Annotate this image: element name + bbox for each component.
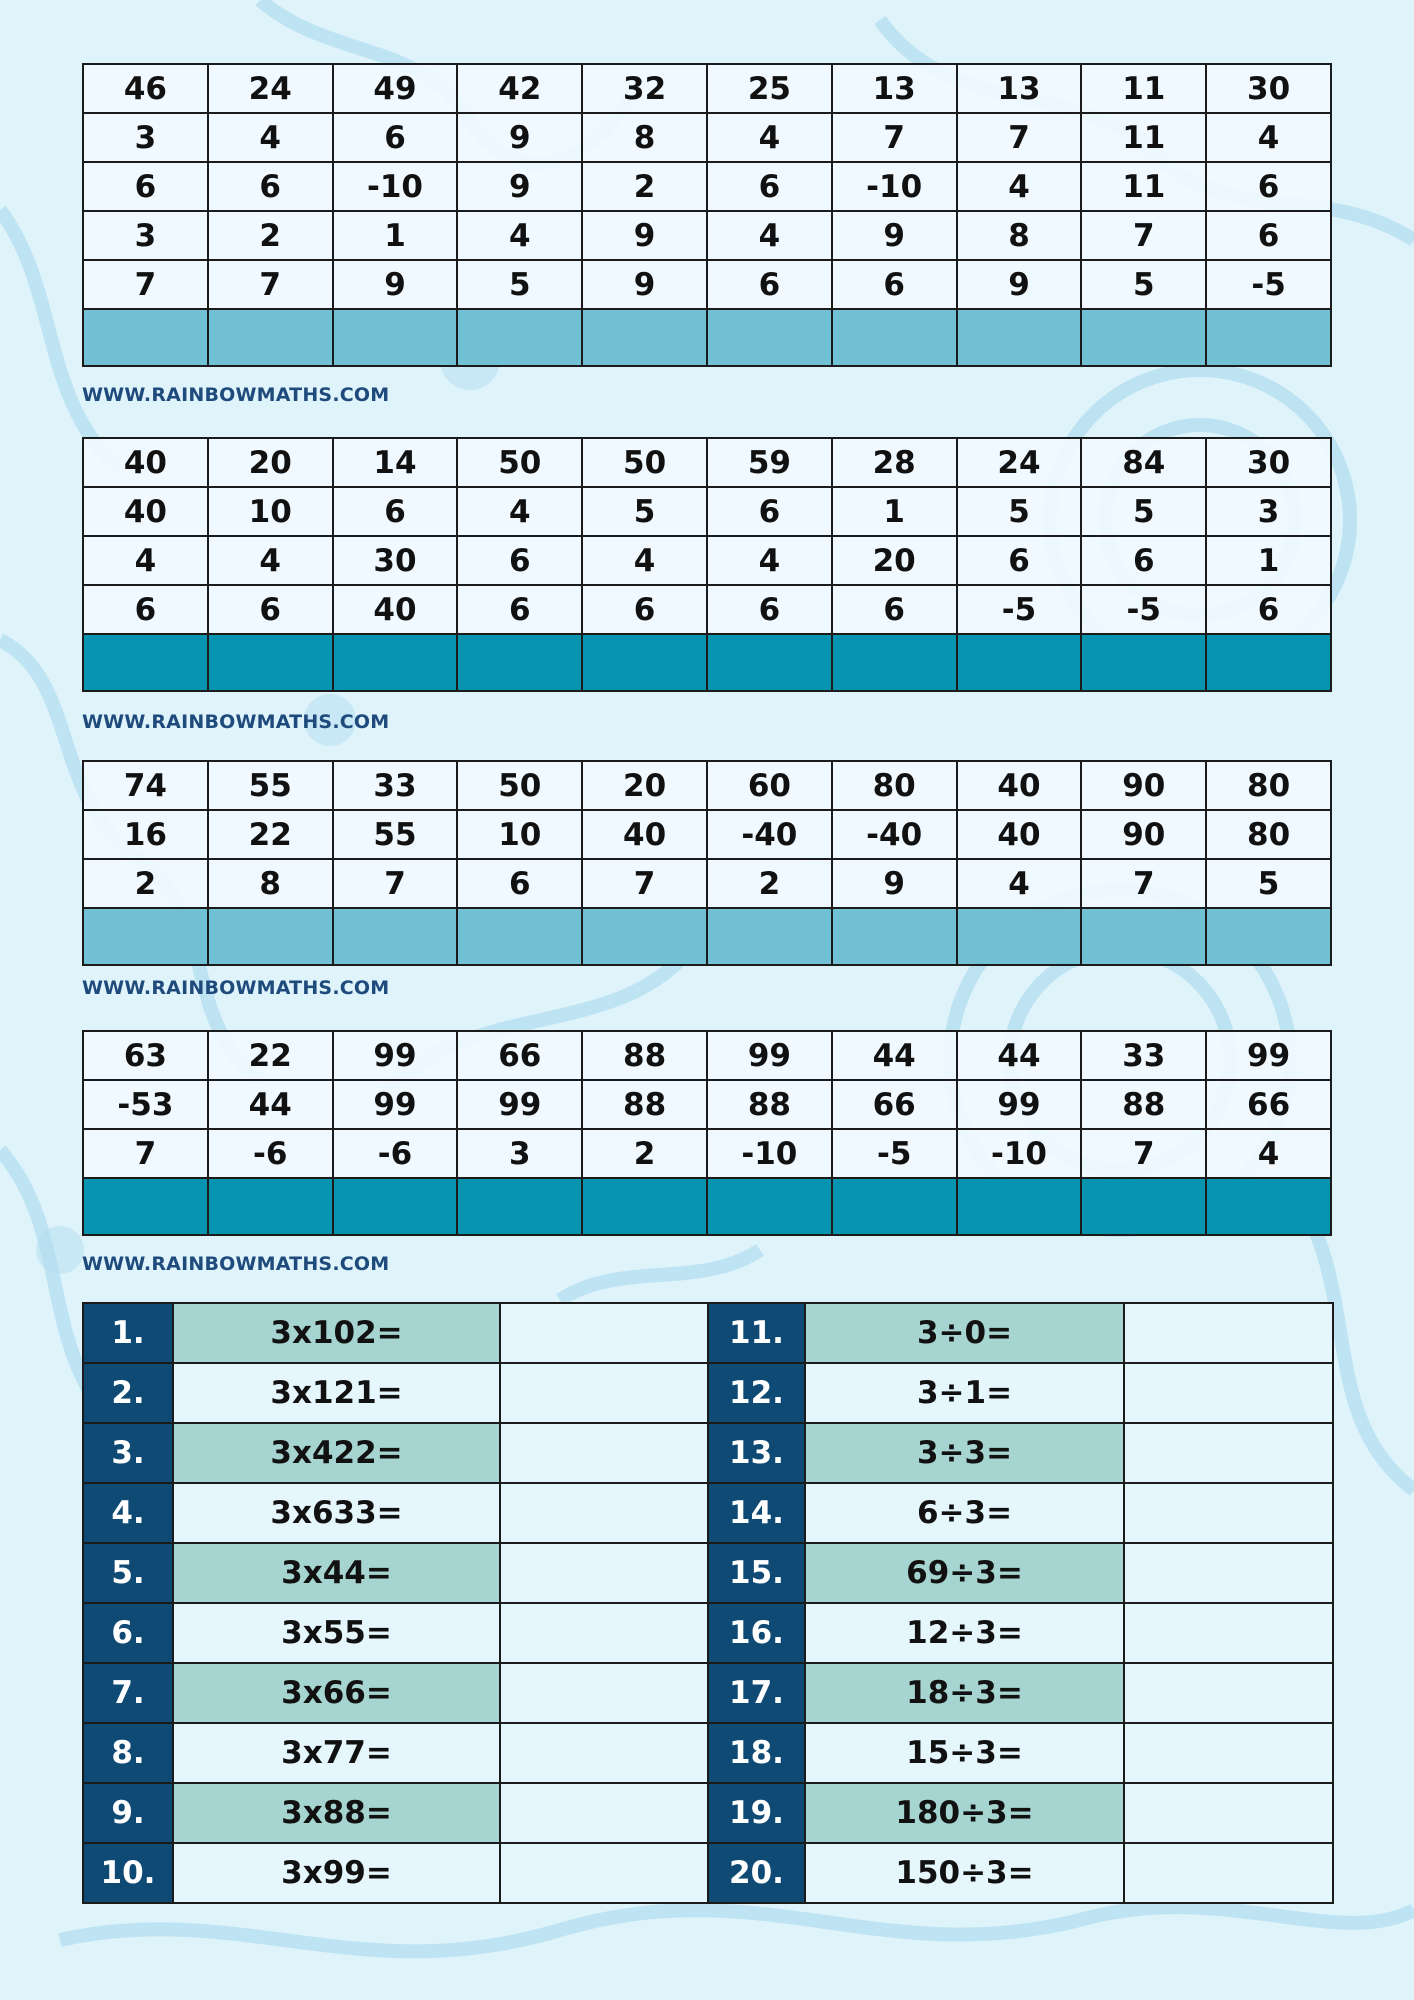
problem-number: 7. (83, 1663, 173, 1723)
grid-cell: 3 (83, 211, 208, 260)
grid-cell: -40 (707, 810, 832, 859)
problem-row (83, 1723, 1333, 1783)
problem-question: 6÷3= (805, 1483, 1124, 1543)
grid-cell: 9 (832, 859, 957, 908)
grid-cell: 11 (1081, 64, 1206, 113)
problem-number: 13. (708, 1423, 805, 1483)
problem-question: 18÷3= (805, 1663, 1124, 1723)
problem-number: 18. (708, 1723, 805, 1783)
grid-cell: 9 (582, 211, 707, 260)
grid-row (83, 1080, 1331, 1129)
problem-number: 15. (708, 1543, 805, 1603)
grid-cell: 9 (582, 260, 707, 309)
answer-row (83, 634, 1331, 691)
answer-cell[interactable] (83, 1178, 208, 1235)
grid-cell: 60 (707, 761, 832, 810)
grid-cell: 22 (208, 810, 333, 859)
grid-cell: 66 (832, 1080, 957, 1129)
website-label: WWW.RAINBOWMATHS.COM (82, 977, 390, 999)
answer-row (83, 1178, 1331, 1235)
answer-box[interactable] (1124, 1603, 1333, 1663)
grid-cell: 1 (333, 211, 458, 260)
grid-cell: 13 (832, 64, 957, 113)
grid-cell: 80 (1206, 761, 1331, 810)
problems-table (82, 1302, 1334, 1904)
problem-question: 3x422= (173, 1423, 500, 1483)
answer-cell[interactable] (457, 908, 582, 965)
grid-cell: -5 (1206, 260, 1331, 309)
grid-row (83, 211, 1331, 260)
grid-cell: -6 (208, 1129, 333, 1178)
grid-cell: 6 (707, 260, 832, 309)
answer-cell[interactable] (1206, 634, 1331, 691)
answer-cell[interactable] (832, 908, 957, 965)
grid-cell: 2 (83, 859, 208, 908)
grid-cell: 6 (832, 260, 957, 309)
problem-number: 20. (708, 1843, 805, 1903)
grid-cell: 9 (457, 162, 582, 211)
grid-cell: 74 (83, 761, 208, 810)
grid-cell: 90 (1081, 810, 1206, 859)
grid-cell: 8 (957, 211, 1082, 260)
grid-cell: 2 (582, 1129, 707, 1178)
grid-cell: 99 (707, 1031, 832, 1080)
grid-cell: 30 (1206, 438, 1331, 487)
problem-number: 10. (83, 1843, 173, 1903)
problem-number: 2. (83, 1363, 173, 1423)
problem-number: 3. (83, 1423, 173, 1483)
grid-cell: 5 (1206, 859, 1331, 908)
problem-question: 3x121= (173, 1363, 500, 1423)
answer-cell[interactable] (1206, 309, 1331, 366)
grid-cell: 44 (208, 1080, 333, 1129)
grid-cell: 55 (333, 810, 458, 859)
answer-cell[interactable] (457, 1178, 582, 1235)
answer-cell[interactable] (208, 908, 333, 965)
answer-cell[interactable] (707, 309, 832, 366)
grid-cell: 6 (1206, 211, 1331, 260)
grid-cell: 9 (957, 260, 1082, 309)
grid-cell: 88 (582, 1080, 707, 1129)
problem-question: 180÷3= (805, 1783, 1124, 1843)
answer-box[interactable] (500, 1783, 708, 1843)
grid-row (83, 64, 1331, 113)
problem-number: 9. (83, 1783, 173, 1843)
problem-question: 3÷3= (805, 1423, 1124, 1483)
problem-row (83, 1303, 1333, 1363)
number-grid-4 (82, 1030, 1332, 1236)
grid-cell: 20 (208, 438, 333, 487)
grid-cell: 6 (832, 585, 957, 634)
grid-cell: 4 (83, 536, 208, 585)
answer-cell[interactable] (832, 634, 957, 691)
answer-cell[interactable] (582, 908, 707, 965)
grid-cell: 16 (83, 810, 208, 859)
answer-box[interactable] (1124, 1783, 1333, 1843)
grid-cell: 30 (1206, 64, 1331, 113)
grid-cell: 11 (1081, 162, 1206, 211)
answer-cell[interactable] (582, 1178, 707, 1235)
answer-cell[interactable] (1206, 1178, 1331, 1235)
answer-cell[interactable] (707, 634, 832, 691)
grid-row (83, 536, 1331, 585)
answer-row (83, 309, 1331, 366)
grid-cell: 24 (957, 438, 1082, 487)
answer-box[interactable] (500, 1543, 708, 1603)
answer-cell[interactable] (333, 1178, 458, 1235)
problem-number: 6. (83, 1603, 173, 1663)
problem-row (83, 1663, 1333, 1723)
grid-cell: -5 (957, 585, 1082, 634)
answer-cell[interactable] (582, 309, 707, 366)
grid-cell: 40 (957, 761, 1082, 810)
grid-cell: 66 (457, 1031, 582, 1080)
grid-cell: 1 (1206, 536, 1331, 585)
problem-number: 4. (83, 1483, 173, 1543)
grid-cell: 7 (208, 260, 333, 309)
grid-cell: 7 (83, 1129, 208, 1178)
grid-cell: 20 (582, 761, 707, 810)
problem-question: 69÷3= (805, 1543, 1124, 1603)
answer-box[interactable] (500, 1603, 708, 1663)
answer-cell[interactable] (1081, 634, 1206, 691)
answer-cell[interactable] (208, 1178, 333, 1235)
grid-cell: 4 (707, 211, 832, 260)
grid-cell: 42 (457, 64, 582, 113)
grid-cell: 88 (582, 1031, 707, 1080)
problem-question: 12÷3= (805, 1603, 1124, 1663)
problem-number: 1. (83, 1303, 173, 1363)
grid-cell: -10 (957, 1129, 1082, 1178)
grid-cell: 5 (1081, 260, 1206, 309)
grid-cell: 88 (1081, 1080, 1206, 1129)
grid-cell: 3 (457, 1129, 582, 1178)
answer-box[interactable] (1124, 1483, 1333, 1543)
grid-cell: 6 (333, 113, 458, 162)
grid-row (83, 113, 1331, 162)
answer-cell[interactable] (333, 309, 458, 366)
grid-cell: 40 (333, 585, 458, 634)
grid-cell: 3 (83, 113, 208, 162)
grid-cell: 44 (832, 1031, 957, 1080)
grid-row (83, 585, 1331, 634)
grid-cell: 4 (707, 536, 832, 585)
answer-box[interactable] (1124, 1723, 1333, 1783)
grid-cell: 2 (208, 211, 333, 260)
answer-cell[interactable] (832, 309, 957, 366)
grid-row (83, 810, 1331, 859)
problem-question: 3x88= (173, 1783, 500, 1843)
answer-cell[interactable] (333, 634, 458, 691)
grid-cell: 24 (208, 64, 333, 113)
grid-cell: 40 (83, 438, 208, 487)
grid-cell: -40 (832, 810, 957, 859)
grid-cell: 99 (333, 1031, 458, 1080)
answer-cell[interactable] (1081, 1178, 1206, 1235)
problem-question: 3x102= (173, 1303, 500, 1363)
grid-cell: 40 (83, 487, 208, 536)
grid-cell: -6 (333, 1129, 458, 1178)
grid-cell: 49 (333, 64, 458, 113)
grid-cell: 6 (707, 162, 832, 211)
grid-cell: 99 (957, 1080, 1082, 1129)
problem-question: 3x66= (173, 1663, 500, 1723)
answer-cell[interactable] (957, 1178, 1082, 1235)
grid-cell: 50 (457, 761, 582, 810)
problem-question: 3÷0= (805, 1303, 1124, 1363)
grid-cell: -10 (832, 162, 957, 211)
answer-box[interactable] (1124, 1543, 1333, 1603)
problem-row (83, 1423, 1333, 1483)
problem-row (83, 1363, 1333, 1423)
problem-question: 3x99= (173, 1843, 500, 1903)
grid-cell: 7 (1081, 1129, 1206, 1178)
grid-cell: 4 (1206, 113, 1331, 162)
answer-cell[interactable] (582, 634, 707, 691)
number-grid-1 (82, 63, 1332, 367)
answer-cell[interactable] (832, 1178, 957, 1235)
grid-cell: -5 (1081, 585, 1206, 634)
answer-box[interactable] (500, 1843, 708, 1903)
answer-cell[interactable] (208, 634, 333, 691)
grid-cell: -10 (707, 1129, 832, 1178)
problem-number: 5. (83, 1543, 173, 1603)
answer-cell[interactable] (83, 634, 208, 691)
answer-cell[interactable] (1081, 908, 1206, 965)
grid-row (83, 487, 1331, 536)
answer-box[interactable] (500, 1363, 708, 1423)
grid-cell: 1 (832, 487, 957, 536)
grid-cell: 50 (582, 438, 707, 487)
grid-cell: 46 (83, 64, 208, 113)
problem-number: 11. (708, 1303, 805, 1363)
grid-cell: 44 (957, 1031, 1082, 1080)
grid-row (83, 260, 1331, 309)
answer-cell[interactable] (957, 634, 1082, 691)
answer-box[interactable] (1124, 1843, 1333, 1903)
grid-cell: 14 (333, 438, 458, 487)
grid-cell: 9 (832, 211, 957, 260)
grid-cell: 25 (707, 64, 832, 113)
grid-cell: 7 (1081, 211, 1206, 260)
grid-cell: 7 (957, 113, 1082, 162)
answer-cell[interactable] (457, 309, 582, 366)
grid-cell: 8 (582, 113, 707, 162)
grid-cell: 55 (208, 761, 333, 810)
problem-row (83, 1783, 1333, 1843)
answer-cell[interactable] (957, 309, 1082, 366)
number-grid-2 (82, 437, 1332, 692)
problem-number: 16. (708, 1603, 805, 1663)
answer-cell[interactable] (457, 634, 582, 691)
answer-box[interactable] (500, 1663, 708, 1723)
problem-question: 3x633= (173, 1483, 500, 1543)
grid-cell: 3 (1206, 487, 1331, 536)
grid-cell: 5 (457, 260, 582, 309)
answer-cell[interactable] (83, 309, 208, 366)
grid-cell: 11 (1081, 113, 1206, 162)
grid-cell: 33 (333, 761, 458, 810)
answer-box[interactable] (1124, 1303, 1333, 1363)
grid-cell: 88 (707, 1080, 832, 1129)
problem-row (83, 1843, 1333, 1903)
grid-cell: 4 (582, 536, 707, 585)
grid-cell: 6 (957, 536, 1082, 585)
problem-number: 12. (708, 1363, 805, 1423)
grid-cell: 4 (208, 536, 333, 585)
grid-cell: 8 (208, 859, 333, 908)
answer-cell[interactable] (208, 309, 333, 366)
grid-cell: 99 (457, 1080, 582, 1129)
grid-cell: 6 (457, 859, 582, 908)
grid-cell: 63 (83, 1031, 208, 1080)
grid-cell: 6 (208, 585, 333, 634)
grid-cell: 99 (1206, 1031, 1331, 1080)
grid-cell: 6 (1206, 585, 1331, 634)
problem-question: 3x55= (173, 1603, 500, 1663)
grid-cell: -10 (333, 162, 458, 211)
grid-cell: 80 (832, 761, 957, 810)
grid-row (83, 1129, 1331, 1178)
website-label: WWW.RAINBOWMATHS.COM (82, 384, 390, 406)
grid-cell: 4 (457, 211, 582, 260)
grid-cell: 6 (333, 487, 458, 536)
answer-row (83, 908, 1331, 965)
grid-cell: 4 (957, 162, 1082, 211)
grid-cell: 4 (707, 113, 832, 162)
answer-box[interactable] (1124, 1423, 1333, 1483)
grid-cell: 2 (707, 859, 832, 908)
grid-cell: 4 (957, 859, 1082, 908)
grid-cell: 7 (333, 859, 458, 908)
grid-cell: -5 (832, 1129, 957, 1178)
answer-cell[interactable] (83, 908, 208, 965)
grid-cell: 6 (707, 585, 832, 634)
answer-box[interactable] (500, 1423, 708, 1483)
grid-cell: 5 (1081, 487, 1206, 536)
problem-question: 3x44= (173, 1543, 500, 1603)
grid-cell: 32 (582, 64, 707, 113)
grid-cell: 66 (1206, 1080, 1331, 1129)
grid-cell: 6 (582, 585, 707, 634)
problem-row (83, 1483, 1333, 1543)
answer-cell[interactable] (1081, 309, 1206, 366)
answer-cell[interactable] (957, 908, 1082, 965)
problem-question: 3÷1= (805, 1363, 1124, 1423)
grid-cell: 10 (208, 487, 333, 536)
answer-cell[interactable] (707, 908, 832, 965)
answer-cell[interactable] (1206, 908, 1331, 965)
grid-cell: 5 (957, 487, 1082, 536)
answer-box[interactable] (1124, 1663, 1333, 1723)
grid-cell: 50 (457, 438, 582, 487)
grid-cell: 6 (707, 487, 832, 536)
problem-question: 3x77= (173, 1723, 500, 1783)
grid-cell: 13 (957, 64, 1082, 113)
grid-cell: 6 (1081, 536, 1206, 585)
problem-number: 8. (83, 1723, 173, 1783)
grid-cell: 84 (1081, 438, 1206, 487)
problem-number: 14. (708, 1483, 805, 1543)
grid-cell: 10 (457, 810, 582, 859)
grid-cell: 90 (1081, 761, 1206, 810)
grid-cell: 2 (582, 162, 707, 211)
answer-cell[interactable] (333, 908, 458, 965)
website-label: WWW.RAINBOWMATHS.COM (82, 1253, 390, 1275)
grid-cell: 7 (1081, 859, 1206, 908)
grid-cell: 30 (333, 536, 458, 585)
grid-cell: 28 (832, 438, 957, 487)
answer-box[interactable] (500, 1483, 708, 1543)
grid-cell: 7 (582, 859, 707, 908)
problem-question: 150÷3= (805, 1843, 1124, 1903)
problem-number: 19. (708, 1783, 805, 1843)
grid-cell: 40 (582, 810, 707, 859)
website-label: WWW.RAINBOWMATHS.COM (82, 711, 390, 733)
answer-box[interactable] (500, 1303, 708, 1363)
grid-cell: 4 (1206, 1129, 1331, 1178)
grid-cell: 6 (208, 162, 333, 211)
grid-cell: -53 (83, 1080, 208, 1129)
problem-question: 15÷3= (805, 1723, 1124, 1783)
grid-cell: 4 (208, 113, 333, 162)
grid-row (83, 438, 1331, 487)
grid-cell: 4 (457, 487, 582, 536)
grid-cell: 80 (1206, 810, 1331, 859)
grid-row (83, 859, 1331, 908)
grid-cell: 99 (333, 1080, 458, 1129)
grid-cell: 6 (457, 536, 582, 585)
grid-cell: 6 (457, 585, 582, 634)
grid-row (83, 761, 1331, 810)
answer-box[interactable] (500, 1723, 708, 1783)
answer-cell[interactable] (707, 1178, 832, 1235)
grid-cell: 59 (707, 438, 832, 487)
grid-cell: 20 (832, 536, 957, 585)
grid-cell: 9 (457, 113, 582, 162)
grid-cell: 7 (83, 260, 208, 309)
grid-cell: 9 (333, 260, 458, 309)
grid-cell: 6 (83, 585, 208, 634)
problem-row (83, 1603, 1333, 1663)
grid-cell: 6 (1206, 162, 1331, 211)
grid-row (83, 162, 1331, 211)
grid-cell: 6 (83, 162, 208, 211)
problem-number: 17. (708, 1663, 805, 1723)
grid-cell: 7 (832, 113, 957, 162)
answer-box[interactable] (1124, 1363, 1333, 1423)
grid-row (83, 1031, 1331, 1080)
problem-row (83, 1543, 1333, 1603)
number-grid-3 (82, 760, 1332, 966)
grid-cell: 22 (208, 1031, 333, 1080)
grid-cell: 5 (582, 487, 707, 536)
grid-cell: 33 (1081, 1031, 1206, 1080)
grid-cell: 40 (957, 810, 1082, 859)
